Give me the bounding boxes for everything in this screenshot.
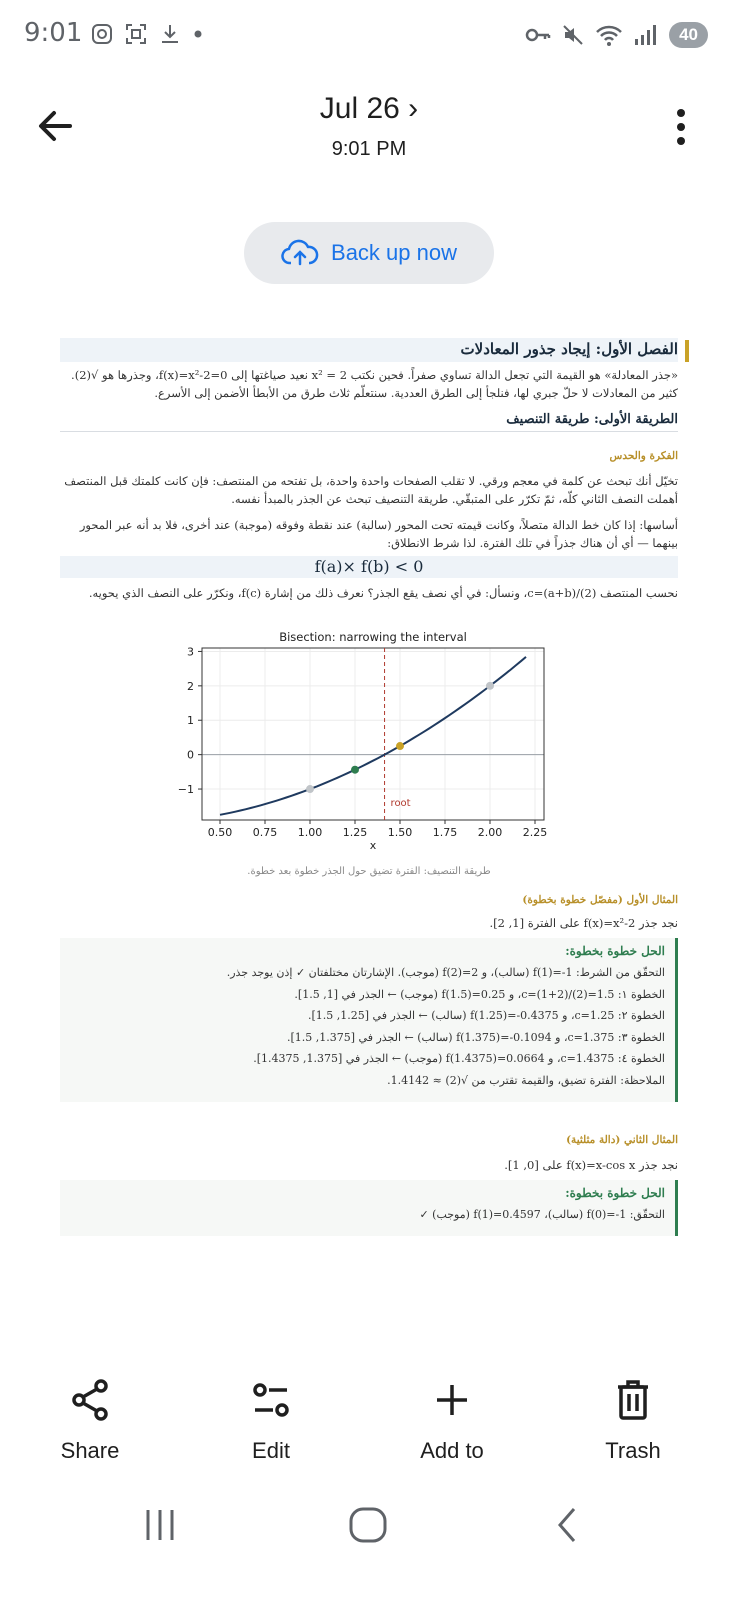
add-to-button[interactable] — [392, 1372, 512, 1464]
solution-header: الحل خطوة بخطوة: — [565, 944, 665, 958]
example1-title: المثال الأول (مفصّل خطوة بخطوة) — [522, 894, 678, 906]
plus-icon — [434, 1382, 470, 1418]
back-up-now-label: Back up now — [331, 240, 457, 265]
x-tick-label: 0.50 — [207, 826, 233, 839]
y-tick-label: 3 — [187, 645, 194, 659]
edit-button[interactable] — [211, 1372, 331, 1464]
cloud-upload-icon — [281, 239, 319, 267]
chapter-title: الفصل الأول: إيجاد جذور المعادلات — [60, 338, 678, 362]
x-tick-label: 1.25 — [342, 826, 368, 839]
chart-caption: طريقة التنصيف: الفترة تضيق حول الجذر خطوة بعد خطوة. — [247, 866, 491, 877]
key-icon — [525, 23, 551, 47]
title-accent-bar — [685, 340, 689, 362]
midpoint-paragraph: نحسب المنتصف c=(a+b)/(2)، ونسأل: في أي نصف يقع الجذر؟ نعرف ذلك من إشارة f(c)، ونكرّر على النصف الذي يحويه. — [88, 586, 678, 600]
header-time: 9:01 PM — [331, 138, 407, 160]
share-label: Share — [60, 1438, 120, 1463]
trash-button[interactable] — [573, 1372, 693, 1464]
screenshot-icon — [124, 22, 148, 46]
example1-solution — [60, 938, 678, 1102]
edit-label: Edit — [252, 1438, 290, 1463]
solution-step: الملاحظة: الفترة تضيق، والقيمة تقترب من √(2) ≈ 1.4142. — [387, 1073, 665, 1087]
idea-paragraph-1: تخيّل أنك تبحث عن كلمة في معجم ورقي. لا تقلب الصفحات واحدة واحدة، بل تفتحه من المنتصف: فإن كانت كلمتك قبل المنتصف أهملت النصف الثاني كلّه، ثمّ تكرّر على المتبقّي. طريقة التنصيف تبحث عن الجذر بالمبدأ نفسه. — [64, 474, 678, 506]
x-tick-label: 1.75 — [432, 826, 458, 839]
bisection-chart — [170, 628, 560, 860]
solution-step: التحقّق من الشرط: f(1)=-1 (سالب)، و f(2)=2 (موجب). الإشارتان مختلفتان ✓ إذن يوجد جذر. — [226, 966, 665, 979]
function-curve — [220, 657, 526, 815]
wifi-icon — [595, 23, 623, 47]
trash-icon — [615, 1379, 651, 1421]
mute-icon — [561, 23, 585, 47]
x-tick-label: 2.25 — [522, 826, 548, 839]
solution-header: الحل خطوة بخطوة: — [565, 1186, 665, 1200]
solution-step: الخطوة ٤: c=1.4375، و f(1.4375)=0.0664 (موجب) ← الجذر في [1.375, 1.4375]. — [253, 1052, 665, 1065]
data-point — [351, 766, 359, 774]
instagram-icon — [90, 22, 114, 46]
share-icon — [70, 1378, 110, 1422]
x-tick-label: 2.00 — [477, 826, 503, 839]
x-tick-label: 1.00 — [297, 826, 323, 839]
y-tick-label: 0 — [187, 748, 194, 762]
data-point — [486, 682, 494, 690]
back-up-now-button[interactable] — [244, 222, 494, 284]
solution-step: الخطوة ٢: c=1.25، و f(1.25)=-0.4375 (سالب) ← الجذر في [1.25, 1.5]. — [307, 1009, 665, 1022]
status-time: 9:01 — [24, 18, 83, 48]
share-button[interactable] — [30, 1372, 150, 1464]
signal-icon — [633, 23, 659, 47]
idea-title: الفكرة والحدس — [609, 450, 678, 462]
nav-back-icon[interactable] — [548, 1495, 588, 1555]
download-icon — [158, 22, 182, 46]
example1-text: نجد جذر f(x)=x²-2 على الفترة [1, 2]. — [489, 916, 678, 930]
intro-paragraph: «جذر المعادلة» هو القيمة التي تجعل الدالة تساوي صفراً. فحين نكتب x² = 2 نعيد صياغتها إلى f(x)=x²-2=0، وجذرها هو √(2). كثير من المعادلات لا حلّ جبري لها، فنلجأ إلى الطرق العددية. سنتعلّم ثلاث طرق من الأبطأ الأضمن إلى الأسرع. — [71, 368, 678, 400]
x-tick-label: 1.50 — [387, 826, 413, 839]
example2-solution — [60, 1180, 678, 1236]
home-icon[interactable] — [342, 1495, 396, 1555]
y-tick-label: 1 — [187, 714, 194, 728]
plot-frame — [202, 648, 544, 820]
root-label: root — [390, 798, 411, 810]
data-point — [306, 785, 314, 793]
example2-title: المثال الثاني (دالة مثلثية) — [566, 1134, 678, 1146]
data-point — [396, 742, 404, 750]
solution-step: الخطوة ١: c=(1+2)/(2)=1.5، و f(1.5)=0.25 (موجب) ← الجذر في [1, 1.5]. — [294, 987, 665, 1001]
y-tick-label: 2 — [187, 679, 194, 693]
recent-apps-icon[interactable] — [140, 1495, 180, 1555]
dot-icon — [192, 22, 204, 46]
method1-title: الطريقة الأولى: طريقة التنصيف — [60, 412, 678, 432]
battery-indicator: 40 — [669, 22, 708, 48]
idea-paragraph-2: أساسها: إذا كان خط الدالة متصلاً، وكانت قيمته تحت المحور (سالبة) عند نقطة وفوقه (موجبة) عند أخرى، فلا بد أنه عبر المحور بينهما — أي أن هناك جذراً في تلك الفترة. لذا شرط الانطلاق: — [79, 518, 678, 550]
x-axis-label: x — [369, 839, 377, 852]
y-tick-label: −1 — [177, 783, 194, 797]
x-tick-label: 0.75 — [252, 826, 278, 839]
header-date[interactable]: Jul 26 › — [319, 92, 419, 125]
solution-step: الخطوة ٣: c=1.375، و f(1.375)=-0.1094 (سالب) ← الجذر في [1.375, 1.5]. — [286, 1030, 665, 1044]
formula: f(a)× f(b) < 0 — [60, 556, 678, 578]
add-to-label: Add to — [420, 1438, 484, 1463]
status-bar — [0, 0, 738, 70]
chart-title: Bisection: narrowing the interval — [279, 630, 467, 644]
example2-text: نجد جذر f(x)=x-cos x على [0, 1]. — [504, 1158, 678, 1172]
more-options-icon[interactable] — [672, 108, 690, 146]
trash-label: Trash — [605, 1438, 661, 1463]
solution-step: التحقّق: f(0)=-1 (سالب)، f(1)=0.4597 (موجب) ✓ — [419, 1208, 665, 1221]
edit-sliders-icon — [251, 1380, 291, 1420]
